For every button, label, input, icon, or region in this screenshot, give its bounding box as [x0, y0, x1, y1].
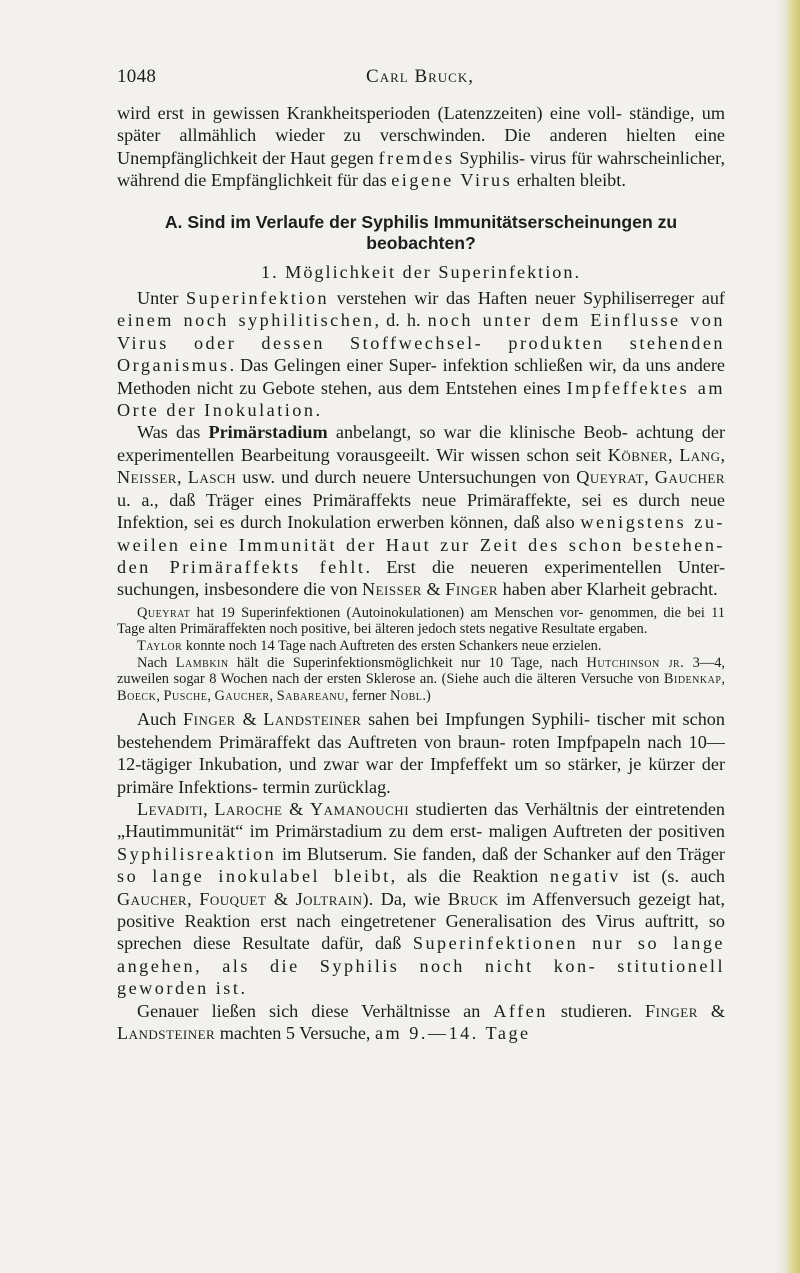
text-run: machten 5 Versuche, — [215, 1022, 375, 1043]
text-run: , — [644, 467, 655, 488]
text-run: , — [187, 888, 200, 909]
text-run: . Erst die neueren experimentellen Unter- suchungen, insbesondere die von — [117, 556, 726, 600]
text-run: im Blutserum. Sie fanden, daß der Schanker auf den Träger — [276, 843, 725, 864]
text-run: hat 19 Superinfektionen (Autoinokulationen) am Menschen vor- genommen, die bei 11 Tage alten Primäraffekten noch positive, bei älteren jedoch stets negative Resultate ergaben. — [117, 604, 725, 638]
text-run: . — [315, 400, 321, 421]
text-run: , — [203, 798, 215, 819]
text-run: & — [282, 798, 310, 819]
author-name: Pusche — [163, 687, 208, 704]
emphasis: Syphilisreaktion — [117, 843, 277, 864]
author-name: Yamanouchi — [310, 798, 410, 819]
author-name: Landsteiner — [117, 1022, 216, 1043]
emphasis: noch unter dem Einflusse von Virus oder dessen Stoffwechsel- produkten stehenden Organismus — [117, 310, 725, 376]
note-taylor — [117, 638, 725, 655]
author-name: Fouquet — [199, 888, 267, 909]
emphasis: negativ — [549, 866, 621, 887]
text-run: , — [269, 687, 277, 704]
author-name: Joltrain — [295, 888, 363, 909]
note-queyrat — [117, 605, 725, 638]
text-run: . — [240, 978, 245, 999]
author-name: Laroche — [214, 798, 283, 819]
author-name: Bidenkap — [663, 671, 722, 688]
emphasis: am 9.—14. Tage — [374, 1022, 531, 1043]
author-name: Taylor — [137, 637, 183, 654]
text-run: im Affenversuch gezeigt hat, positive Reaktion erst nach eingetretener Generalisation des Virus auftritt, so sprechen diese Resultate dafür, daß — [117, 888, 726, 954]
text-run: Genauer ließen sich diese Verhältnisse an — [137, 1000, 494, 1021]
text-run: anbelangt, so war die klinische Beob- achtung der experimentellen Bearbeitung vorausgeeilt. Wir wissen schon seit — [117, 422, 725, 465]
text-run: ist (s. auch — [620, 866, 726, 887]
emphasis: Superinfektion — [186, 288, 330, 309]
section-title: A. Sind im Verlaufe der Syphilis Immunitätserscheinungen zu beobachten? — [164, 211, 678, 253]
text-run: studieren. — [547, 1000, 646, 1021]
text-run: & — [421, 579, 446, 600]
author-name: Bruck — [447, 888, 499, 909]
text-run: 3—4, zuweilen sogar 8 Wochen nach der ersten Sklerose an. (Siehe auch die älteren Versuche von — [117, 654, 725, 688]
paragraph-primary-stage — [117, 421, 725, 600]
emphasis: wenigstens zu- weilen eine Immunität der Haut zur Zeit des schon bestehen- den Primäraffekts fehlt — [117, 512, 725, 577]
text-run: haben aber Klarheit gebracht. — [498, 579, 718, 600]
author-name: Queyrat — [137, 604, 191, 621]
text-run: sahen bei Impfungen Syphili- tischer mit schon bestehendem Primäraffekt das Auftreten von braun- roten Impfpapeln nach 10—12-tägiger Inkubation, und zwar war der Impfeffekt um so stärker, je kürzer der primäre Infektions- termin zurücklag. — [117, 709, 725, 797]
text-run: Auch — [137, 709, 184, 730]
author-name: Lambkin — [175, 654, 229, 671]
text-run: hält die Superinfektionsmöglichkeit nur 10 Tage, nach — [228, 654, 587, 671]
text-run: u. a., daß Träger eines Primäraffekts neue Primäraffekte, sei es durch neue Infektion, sei es durch Inokulation erwerben können, daß also — [117, 489, 725, 533]
text-run: & — [266, 888, 296, 909]
author-name: Landsteiner — [263, 709, 362, 730]
text-run: ). Da, wie — [362, 888, 448, 909]
emphasis: Impfeffektes am Orte der Inokulation — [117, 377, 725, 421]
author-name: Gaucher — [654, 467, 726, 488]
author-name: Finger — [183, 709, 236, 730]
author-name: Hutchinson jr. — [586, 654, 685, 671]
emphasis: Affen — [493, 1000, 548, 1021]
text-run: Was das — [137, 422, 209, 443]
paragraph-superinfection — [117, 287, 725, 421]
bold-term: Primärstadium — [208, 422, 328, 443]
author-name: Boeck — [117, 687, 157, 704]
text-run: .) — [422, 687, 431, 704]
note-lambkin — [117, 655, 725, 705]
author-name: Neisser — [361, 579, 422, 600]
text-run: , d. h. — [374, 310, 428, 331]
text-run: Nach — [137, 654, 176, 671]
author-name: Köbner — [607, 444, 668, 465]
paragraph-intro — [117, 102, 725, 192]
author-name: Queyrat — [576, 467, 645, 488]
author-name: Nobl — [389, 687, 423, 704]
text-run: Unter — [137, 288, 187, 309]
author-name: Finger — [445, 579, 499, 600]
text-run: , — [207, 687, 215, 704]
emphasis: einem noch syphilitischen — [117, 310, 375, 331]
text-run: usw. und durch neuere Untersuchungen von — [236, 467, 577, 488]
text-run: , ferner — [344, 687, 390, 704]
page-edge — [776, 0, 800, 1273]
body-text — [117, 102, 725, 1044]
text-run: konnte noch 14 Tage nach Auftreten des ersten Schankers neue erzielen. — [182, 637, 602, 654]
text-run: , — [176, 467, 188, 488]
author-name: Neisser — [117, 467, 177, 488]
emphasis: fremdes — [378, 147, 455, 168]
page-header — [117, 66, 723, 92]
running-head: Carl Bruck, — [366, 66, 474, 87]
text-run: wird erst in gewissen Krankheitsperioden (Latenzzeiten) eine voll- ständige, um später allmählich wieder zu verschwinden. Die anderen hielten eine Unempfänglichkeit der Haut gegen — [117, 103, 725, 168]
author-name: Finger — [645, 1000, 698, 1021]
text-run: studierten das Verhältnis der eintretenden „Hautimmunität“ im Primärstadium zu dem erst- maligen Auftreten der positiven — [117, 798, 725, 842]
text-run: , — [720, 444, 726, 465]
text-run: , als die Reaktion — [390, 866, 550, 887]
emphasis: Superinfektionen nur so lange angehen, als die Syphilis noch nicht kon- stitutionell geworden ist — [117, 933, 726, 999]
text-run: , — [156, 687, 164, 704]
author-name: Lasch — [187, 467, 237, 488]
text-run: verstehen wir das Haften neuer Syphiliserreger auf — [329, 288, 725, 309]
text-run: , — [721, 671, 725, 688]
author-name: Sabareanu — [276, 687, 345, 704]
page-number: 1048 — [117, 66, 157, 87]
text-run: . Das Gelingen einer Super- infektion schließen wir, da uns andere Methoden nicht zu Gebote stehen, aus dem Entstehen eines — [117, 355, 725, 398]
text-run: & — [697, 1000, 725, 1021]
text-run: Syphilis- virus für wahrscheinlicher, während die Empfänglichkeit für das — [117, 147, 726, 191]
paragraph-finger-landsteiner — [117, 708, 725, 798]
emphasis: eigene Virus — [391, 170, 513, 191]
text-run: erhalten bleibt. — [512, 170, 626, 191]
emphasis: so lange inokulabel bleibt — [117, 866, 391, 887]
paragraph-levaditi — [117, 798, 725, 1000]
text-run: , — [667, 444, 680, 465]
text-run: & — [235, 709, 264, 730]
subsection-title: 1. Möglichkeit der Superinfektion. — [260, 261, 582, 282]
paragraph-monkeys — [117, 1000, 725, 1045]
author-name: Gaucher — [117, 888, 188, 909]
author-name: Levaditi — [137, 798, 204, 819]
author-name: Lang — [679, 444, 721, 465]
author-name: Gaucher — [214, 687, 270, 704]
